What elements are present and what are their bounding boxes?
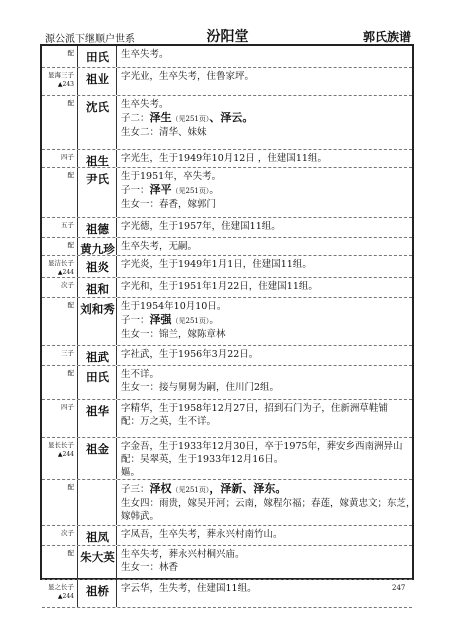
relation-label xyxy=(68,171,75,180)
name-cell xyxy=(78,480,117,525)
relation-text: 配 xyxy=(67,171,74,179)
role-cell xyxy=(42,278,78,297)
child-name: 、 xyxy=(209,111,221,124)
relation-label xyxy=(61,349,74,358)
detail-line xyxy=(121,466,409,479)
genealogy-row xyxy=(42,526,412,546)
relation-text: 次子 xyxy=(61,529,74,537)
name-cell xyxy=(78,68,117,95)
role-cell xyxy=(42,546,78,579)
child-name: 、 xyxy=(242,482,254,495)
detail-text: 生卒失考，无嗣。 xyxy=(121,241,198,252)
detail-text: 生卒失考，葬永兴村桐兴庙。 xyxy=(121,549,245,560)
details-cell xyxy=(121,240,409,253)
detail-line xyxy=(121,402,409,415)
detail-text: 生女一：接与舅舅为嗣，住川门2组。 xyxy=(121,382,280,393)
detail-line xyxy=(121,582,409,595)
child-name: 泽东 xyxy=(253,482,276,495)
role-cell xyxy=(42,218,78,237)
child-name: 泽平 xyxy=(149,183,172,196)
cross-reference-note: （见251页） xyxy=(171,115,210,123)
page-reference: ▲244 xyxy=(57,451,74,458)
detail-line xyxy=(121,152,409,165)
relation-label xyxy=(48,583,74,601)
detail-text: 字凤吾，生卒失考，葬永兴村南竹山。 xyxy=(121,529,283,540)
relation-label xyxy=(68,483,75,492)
details-cell xyxy=(121,258,409,271)
detail-line xyxy=(121,280,409,293)
person-name: 祖业 xyxy=(86,72,109,86)
page-reference: ▲244 xyxy=(57,269,74,276)
role-cell xyxy=(42,168,78,217)
relation-text: 配 xyxy=(67,483,74,491)
role-cell xyxy=(42,400,78,437)
detail-text: 配：吴翠英，生于1933年12月16日。 xyxy=(121,454,284,465)
detail-text: 字光炎，生于1949年1月1日，住建国11组。 xyxy=(121,259,312,270)
detail-line xyxy=(121,126,409,139)
role-cell xyxy=(42,298,78,345)
relation-text: 配 xyxy=(67,369,74,377)
role-cell xyxy=(42,366,78,399)
relation-text: 配 xyxy=(67,99,74,107)
genealogy-row xyxy=(42,346,412,366)
details-cell xyxy=(121,440,409,479)
name-cell xyxy=(78,366,117,399)
child-name: ， xyxy=(209,482,221,495)
header-hall-name: 汾阳堂 xyxy=(206,29,249,45)
detail-text: 。 xyxy=(209,185,219,196)
relation-text: 次子 xyxy=(61,281,74,289)
name-cell xyxy=(78,346,117,365)
genealogy-row xyxy=(42,298,412,346)
role-cell xyxy=(42,480,78,525)
detail-text: 生不详。 xyxy=(121,369,160,380)
detail-line xyxy=(121,561,409,574)
relation-label xyxy=(61,529,74,538)
relation-label xyxy=(48,259,74,277)
name-cell xyxy=(78,400,117,437)
details-cell xyxy=(121,548,409,574)
details-cell xyxy=(121,98,409,139)
person-name: 祖凤 xyxy=(86,530,109,544)
details-cell xyxy=(121,70,409,83)
child-name: 泽强 xyxy=(149,313,172,326)
header-book-title: 郭氏族谱 xyxy=(362,30,411,44)
relation-label xyxy=(48,71,74,89)
person-name: 刘和秀 xyxy=(80,302,115,316)
relation-label xyxy=(68,241,75,250)
detail-text: 生于1954年10月10日。 xyxy=(121,301,227,312)
name-cell xyxy=(78,438,117,479)
person-name: 祖桥 xyxy=(86,584,109,598)
detail-line xyxy=(121,497,416,510)
name-cell xyxy=(78,580,117,607)
page-header xyxy=(0,0,455,48)
details-cell xyxy=(121,402,409,428)
person-name: 朱大英 xyxy=(80,550,115,564)
cross-reference-note: （见251页） xyxy=(171,317,210,325)
relation-label xyxy=(61,281,74,290)
child-name: 泽云 xyxy=(220,111,243,124)
detail-line xyxy=(121,48,409,61)
detail-line xyxy=(121,70,409,83)
genealogy-row xyxy=(42,150,412,168)
detail-text: 生于1951年，卒失考。 xyxy=(121,171,222,182)
detail-line xyxy=(121,220,409,233)
genealogy-row xyxy=(42,218,412,238)
genealogy-row xyxy=(42,278,412,298)
details-cell xyxy=(121,582,409,595)
detail-text: 字光和，生于1951年1月22日，住建国11组。 xyxy=(121,281,318,292)
role-cell xyxy=(42,580,78,607)
genealogy-row xyxy=(42,546,412,580)
details-cell xyxy=(121,152,409,165)
relation-label xyxy=(61,153,74,162)
relation-text: 显洁长子 xyxy=(48,259,74,267)
page-reference: ▲244 xyxy=(57,593,74,600)
relation-label xyxy=(61,221,74,230)
genealogy-row xyxy=(42,256,412,278)
detail-line xyxy=(121,170,409,183)
role-cell xyxy=(42,46,78,67)
name-cell xyxy=(78,46,117,67)
role-cell xyxy=(42,438,78,479)
child-name: 泽权 xyxy=(149,482,172,495)
relation-text: 五子 xyxy=(61,221,74,229)
detail-text: 生卒失考。 xyxy=(121,99,169,110)
detail-text: 子一： xyxy=(121,315,150,326)
relation-text: 显海三子 xyxy=(48,71,74,79)
genealogy-row xyxy=(42,168,412,218)
name-cell xyxy=(78,168,117,217)
detail-text: 配：万之英，生不详。 xyxy=(121,416,217,427)
detail-line xyxy=(121,300,409,313)
detail-text: 嫁韩武。 xyxy=(121,511,160,522)
role-cell xyxy=(42,96,78,149)
detail-text: 。 xyxy=(209,315,219,326)
person-name: 黄九珍 xyxy=(80,242,115,256)
person-name: 祖德 xyxy=(86,222,109,236)
role-cell xyxy=(42,526,78,545)
name-cell xyxy=(78,150,117,167)
relation-text: 四子 xyxy=(61,153,74,161)
detail-text: 字光业，生卒失考，住鲁家坪。 xyxy=(121,71,255,82)
detail-line xyxy=(121,415,409,428)
detail-text: 子三： xyxy=(121,484,150,495)
relation-label xyxy=(68,369,75,378)
detail-text: 字金吾，生于1933年12月30日，卒于1975年，葬安乡西南洲异山 xyxy=(121,441,403,452)
person-name: 田氏 xyxy=(86,370,109,384)
person-name: 祖和 xyxy=(86,282,109,296)
detail-line xyxy=(121,453,409,466)
detail-line xyxy=(121,111,409,126)
details-cell xyxy=(121,220,409,233)
detail-text: 生女一：林香 xyxy=(121,562,179,573)
details-cell xyxy=(121,170,409,211)
role-cell xyxy=(42,150,78,167)
detail-line xyxy=(121,98,409,111)
details-cell xyxy=(121,48,409,61)
person-name: 沈氏 xyxy=(86,100,109,114)
child-name: 。 xyxy=(275,482,287,495)
detail-text: 字社武，生于1956年3月22日。 xyxy=(121,349,259,360)
detail-text: 字云华，生失考，住建国11组。 xyxy=(121,583,257,594)
relation-text: 三子 xyxy=(61,349,74,357)
details-cell xyxy=(121,528,409,541)
details-cell xyxy=(121,348,409,361)
name-cell xyxy=(78,218,117,237)
relation-label xyxy=(68,49,75,58)
detail-line xyxy=(121,183,409,198)
detail-text: 字光生，生于1949年10月12日 ，住建国11组。 xyxy=(121,153,327,164)
detail-line xyxy=(121,313,409,328)
child-name: 泽生 xyxy=(149,111,172,124)
detail-line xyxy=(121,510,409,523)
name-cell xyxy=(78,546,117,579)
name-cell xyxy=(78,298,117,345)
detail-text: 嫗。 xyxy=(121,467,141,478)
detail-line xyxy=(121,240,409,253)
detail-text: 生女四：雨贵，嫁吴开河；云南，嫁程尔福；春莲，嫁黄忠文；东芝， xyxy=(121,498,416,509)
genealogy-row xyxy=(42,46,412,68)
genealogy-row xyxy=(42,400,412,438)
genealogy-row xyxy=(42,438,412,480)
genealogy-row xyxy=(42,68,412,96)
relation-label xyxy=(61,403,74,412)
detail-line xyxy=(121,482,409,497)
detail-text: 生女二：清华、妹妹 xyxy=(121,127,207,138)
details-cell xyxy=(121,300,409,341)
child-name: 。 xyxy=(242,111,254,124)
relation-label xyxy=(48,441,74,459)
cross-reference-note: （见251页） xyxy=(171,187,210,195)
role-cell xyxy=(42,346,78,365)
person-name: 祖武 xyxy=(86,350,109,364)
details-cell xyxy=(121,368,409,394)
detail-text: 子二： xyxy=(121,113,150,124)
detail-text: 生女一：锦兰，嫁陈章林 xyxy=(121,329,226,340)
child-name: 泽新 xyxy=(220,482,243,495)
person-name: 祖金 xyxy=(86,442,109,456)
relation-text: 显长长子 xyxy=(48,441,74,449)
detail-line xyxy=(121,258,409,271)
relation-text: 配 xyxy=(67,549,74,557)
relation-text: 配 xyxy=(67,241,74,249)
person-name: 祖生 xyxy=(86,154,109,168)
role-cell xyxy=(42,238,78,255)
detail-line xyxy=(121,528,409,541)
detail-text: 生女一：春香，嫁郭门 xyxy=(121,199,217,210)
name-cell xyxy=(78,96,117,149)
header-lineage: 源公派下继顺户世系 xyxy=(45,34,135,45)
genealogy-row xyxy=(42,238,412,256)
genealogy-row xyxy=(42,580,412,608)
role-cell xyxy=(42,68,78,95)
genealogy-row xyxy=(42,366,412,400)
relation-label xyxy=(68,99,75,108)
page-number: 247 xyxy=(392,584,406,592)
detail-line xyxy=(121,198,409,211)
detail-text: 字精华，生于1958年12月27日，招到石门为子，住新洲草鞋铺 xyxy=(121,403,388,414)
detail-text: 字光德，生于1957年，住建国11组。 xyxy=(121,221,281,232)
detail-line xyxy=(121,328,409,341)
relation-text: 配 xyxy=(67,301,74,309)
name-cell xyxy=(78,256,117,277)
detail-line xyxy=(121,348,409,361)
detail-line xyxy=(121,368,409,381)
relation-label xyxy=(68,301,75,310)
detail-line xyxy=(121,381,409,394)
role-cell xyxy=(42,256,78,277)
page-reference: ▲243 xyxy=(57,81,74,88)
detail-text: 子一： xyxy=(121,185,150,196)
genealogy-row xyxy=(42,96,412,150)
person-name: 祖炎 xyxy=(86,260,109,274)
relation-text: 显之长子 xyxy=(48,583,74,591)
person-name: 尹氏 xyxy=(86,172,109,186)
relation-text: 四子 xyxy=(61,403,74,411)
details-cell xyxy=(121,280,409,293)
name-cell xyxy=(78,278,117,297)
detail-line xyxy=(121,440,409,453)
person-name: 田氏 xyxy=(86,50,109,64)
detail-text: 生卒失考。 xyxy=(121,49,169,60)
genealogy-row xyxy=(42,480,416,526)
relation-text: 配 xyxy=(67,49,74,57)
person-name: 祖华 xyxy=(86,404,109,418)
detail-line xyxy=(121,548,409,561)
cross-reference-note: （见251页） xyxy=(171,486,210,494)
name-cell xyxy=(78,526,117,545)
name-cell xyxy=(78,238,117,255)
details-cell xyxy=(121,482,416,523)
relation-label xyxy=(68,549,75,558)
